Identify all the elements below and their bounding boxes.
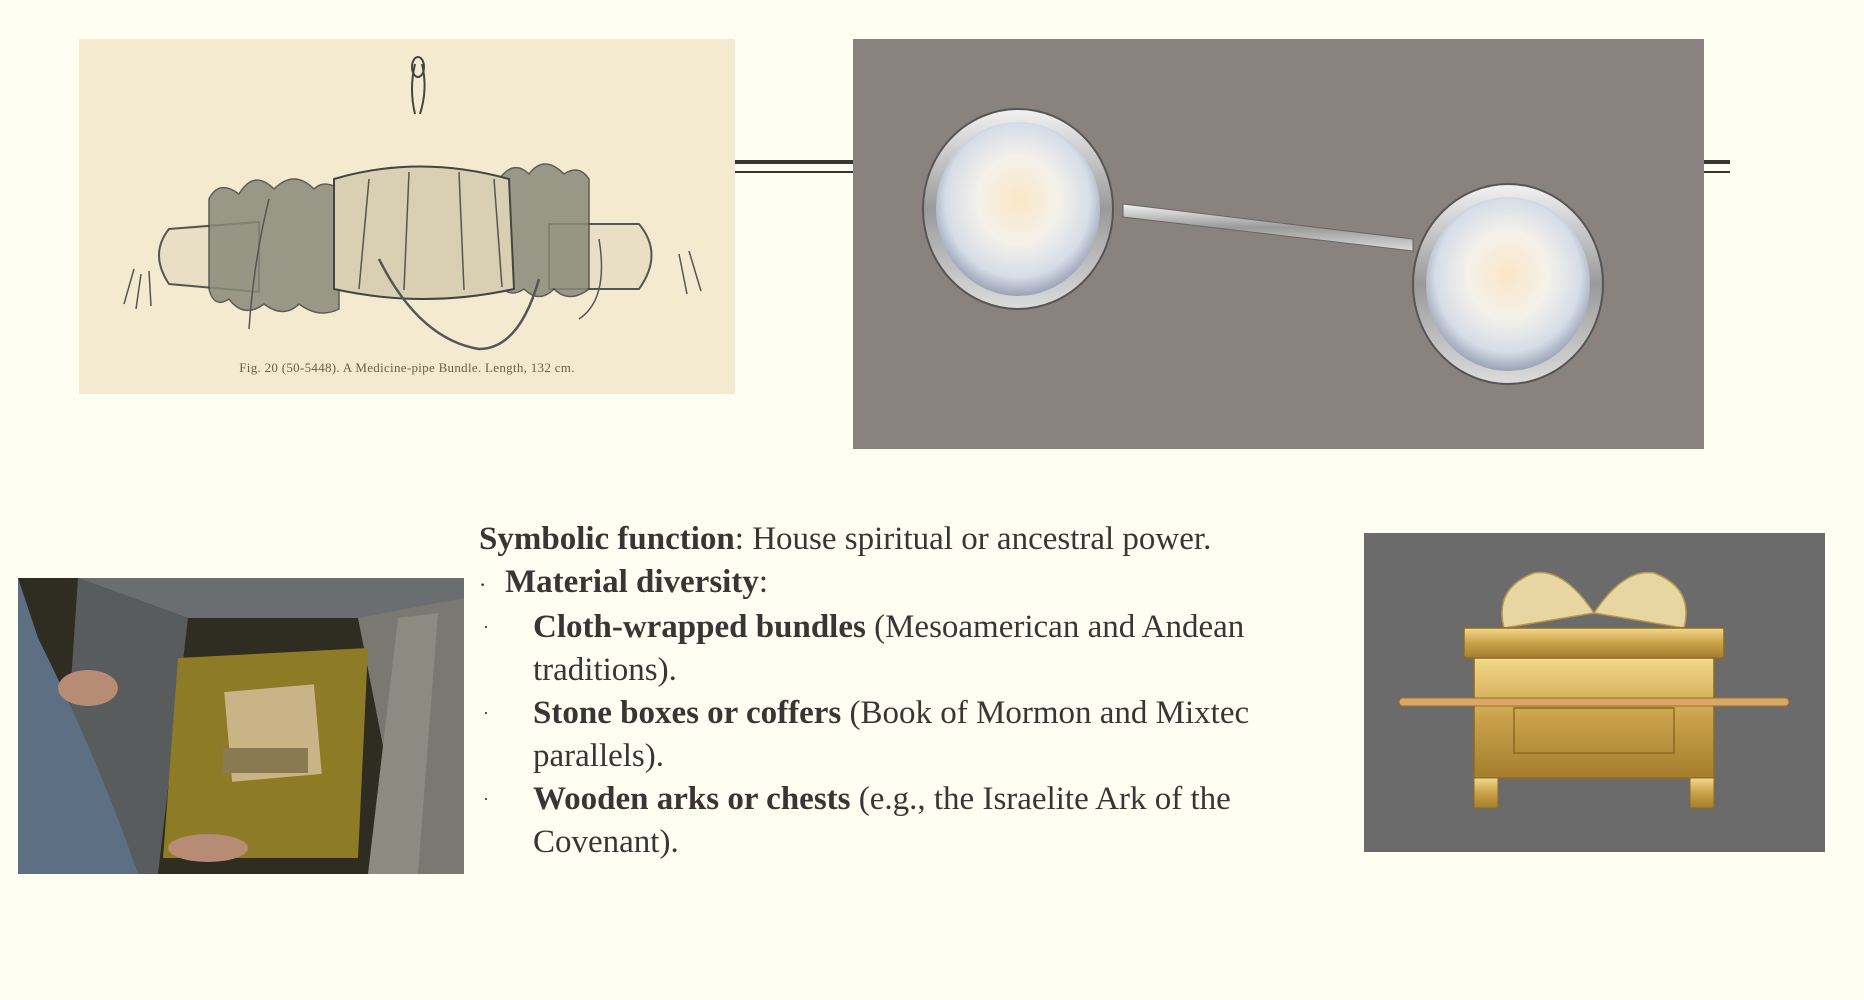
medicine-bundle-illustration: [79, 39, 735, 394]
item-term: Stone boxes or coffers: [533, 694, 842, 731]
symbolic-function-desc: : House spiritual or ancestral power.: [734, 521, 1212, 557]
stone-box-image: [18, 578, 464, 874]
symbolic-function-line: [479, 518, 1339, 561]
ark-illustration: [1364, 533, 1825, 852]
item-desc-cont: traditions).: [533, 651, 677, 688]
item-desc-cont: parallels).: [533, 737, 665, 774]
stone-box-illustration: [18, 578, 464, 874]
ark-of-covenant-image: [1364, 533, 1825, 852]
bullet-dot: ·: [479, 571, 487, 597]
rule-line-thick-left: [735, 160, 853, 164]
bullet-dot: ·: [483, 616, 489, 637]
medicine-bundle-image: [79, 39, 735, 394]
bundle-caption: Fig. 20 (50-5448). A Medicine-pipe Bundle. Length, 132 cm.: [239, 360, 575, 375]
material-diversity-line: [479, 561, 1339, 606]
seer-stones-illustration: [853, 39, 1704, 449]
seer-stones-image: [853, 39, 1704, 449]
bullet-dot: ·: [483, 788, 489, 809]
bullet-dot: ·: [483, 702, 489, 723]
rule-line-thin-right: [1704, 171, 1730, 173]
material-diversity-term: Material diversity: [505, 564, 759, 600]
rule-line-thin-left: [735, 171, 853, 173]
item-desc: (Book of Mormon and Mixtec: [841, 694, 1250, 731]
item-desc: (Mesoamerican and Andean: [865, 608, 1245, 645]
list-item: [479, 606, 1339, 692]
symbolic-function-term: Symbolic function: [479, 521, 735, 557]
item-term: Wooden arks or chests: [533, 780, 851, 817]
rule-line-thick-right: [1704, 160, 1730, 164]
list-item: [479, 692, 1339, 778]
list-item: [479, 778, 1339, 864]
material-diversity-colon: :: [758, 564, 769, 600]
item-desc: (e.g., the Israelite Ark of the: [850, 780, 1231, 817]
item-desc-cont: Covenant).: [533, 823, 679, 860]
text-content: [479, 518, 1339, 864]
item-term: Cloth-wrapped bundles: [533, 608, 866, 645]
